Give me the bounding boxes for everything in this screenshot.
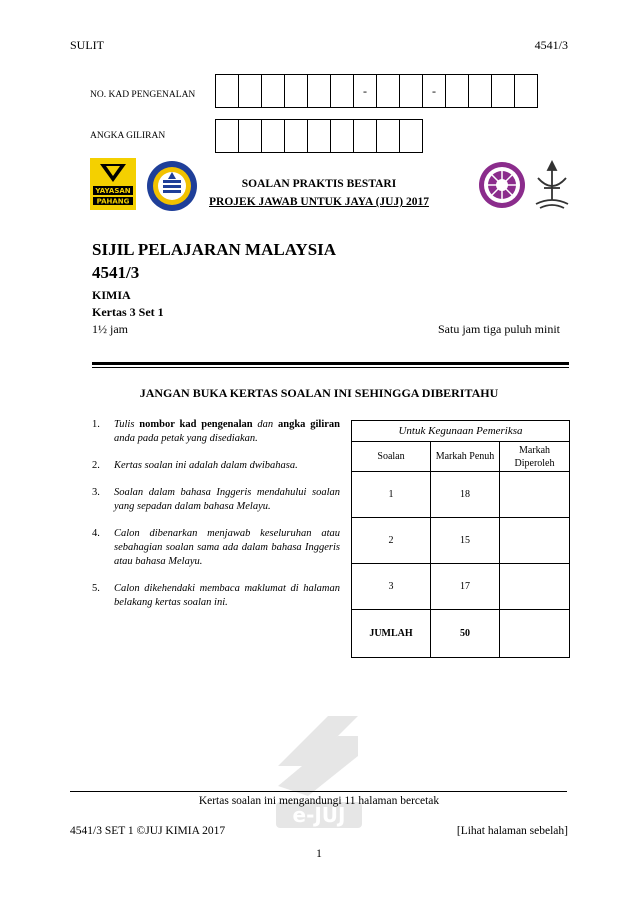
row-soalan: 3 bbox=[352, 564, 431, 610]
instruction-number: 5. bbox=[92, 583, 100, 594]
table-row bbox=[352, 518, 570, 564]
ic-digit-cell[interactable] bbox=[399, 74, 423, 108]
index-digit-cell[interactable] bbox=[307, 119, 331, 153]
header-sulit: SULIT bbox=[70, 38, 104, 52]
col-penuh: Markah Penuh bbox=[431, 442, 500, 472]
instruction-item bbox=[92, 486, 340, 514]
index-digit-cell[interactable] bbox=[353, 119, 377, 153]
exam-duration-words: Satu jam tiga puluh minit bbox=[438, 322, 560, 336]
index-digit-cell[interactable] bbox=[238, 119, 262, 153]
table-row bbox=[352, 472, 570, 518]
row-soalan: 1 bbox=[352, 472, 431, 518]
instruction-text: Calon dikehendaki membaca maklumat di halaman belakang kertas soalan ini. bbox=[114, 583, 340, 608]
instruction-item bbox=[92, 582, 340, 610]
row-diperoleh[interactable] bbox=[500, 518, 570, 564]
ic-digit-cell[interactable] bbox=[330, 74, 354, 108]
index-digit-cell[interactable] bbox=[376, 119, 400, 153]
index-digit-cell[interactable] bbox=[399, 119, 423, 153]
ic-digit-cell[interactable] bbox=[376, 74, 400, 108]
page-number: 1 bbox=[316, 848, 322, 860]
ic-digit-cell[interactable] bbox=[238, 74, 262, 108]
instruction-number: 3. bbox=[92, 487, 100, 498]
row-penuh: 18 bbox=[431, 472, 500, 518]
index-label: ANGKA GILIRAN bbox=[90, 131, 166, 141]
divider-thin bbox=[92, 367, 569, 368]
instruction-part: angka giliran bbox=[278, 419, 341, 430]
ic-digit-cell[interactable] bbox=[307, 74, 331, 108]
row-penuh: 15 bbox=[431, 518, 500, 564]
index-digit-cell[interactable] bbox=[215, 119, 239, 153]
exam-paper: Kertas 3 Set 1 bbox=[92, 305, 164, 319]
instruction-part: anda pada petak yang disediakan. bbox=[114, 433, 258, 444]
row-diperoleh[interactable] bbox=[500, 472, 570, 518]
index-digit-cell[interactable] bbox=[261, 119, 285, 153]
index-digit-cell[interactable] bbox=[330, 119, 354, 153]
total-diperoleh[interactable] bbox=[500, 610, 570, 658]
total-value: 50 bbox=[431, 610, 500, 658]
instruction-text bbox=[114, 418, 340, 446]
footer-pages-note: Kertas soalan ini mengandungi 11 halaman bercetak bbox=[198, 795, 440, 807]
ic-digit-cell[interactable] bbox=[468, 74, 492, 108]
ic-digit-cell[interactable]: - bbox=[422, 74, 446, 108]
divider-thick bbox=[92, 362, 569, 365]
program-line2: PROJEK JAWAB UNTUK JAYA (JUJ) 2017 bbox=[209, 196, 429, 208]
instruction-number: 2. bbox=[92, 460, 100, 471]
instruction-item bbox=[92, 418, 340, 446]
ic-digit-cell[interactable] bbox=[215, 74, 239, 108]
examiner-table-caption: Untuk Kegunaan Pemeriksa bbox=[352, 421, 570, 442]
instruction-part: dan bbox=[252, 419, 278, 430]
logo-text-1: YAYASAN bbox=[95, 187, 131, 195]
instruction-text: Soalan dalam bahasa Inggeris mendahului soalan yang sepadan dalam bahasa Melayu. bbox=[114, 487, 340, 512]
program-line1: SOALAN PRAKTIS BESTARI bbox=[241, 178, 397, 190]
instruction-number: 1. bbox=[92, 419, 100, 430]
ic-digit-cell[interactable]: - bbox=[353, 74, 377, 108]
row-penuh: 17 bbox=[431, 564, 500, 610]
footer-next-page: [Lihat halaman sebelah] bbox=[456, 825, 568, 837]
instruction-part: Tulis bbox=[114, 419, 140, 430]
warning-text: JANGAN BUKA KERTAS SOALAN INI SEHINGGA DIBERITAHU bbox=[139, 386, 499, 400]
footer-code: 4541/3 SET 1 ©JUJ KIMIA 2017 bbox=[70, 825, 226, 837]
row-diperoleh[interactable] bbox=[500, 564, 570, 610]
table-row bbox=[352, 564, 570, 610]
instruction-text: Calon dibenarkan menjawab keseluruhan atau sebahagian soalan sama ada dalam bahasa Inggeris atau bahasa Melayu. bbox=[114, 528, 340, 567]
total-label: JUMLAH bbox=[352, 610, 431, 658]
col-soalan: Soalan bbox=[352, 442, 431, 472]
instruction-text: Kertas soalan ini adalah dalam dwibahasa. bbox=[114, 460, 298, 471]
ic-digit-cell[interactable] bbox=[261, 74, 285, 108]
exam-subject: KIMIA bbox=[92, 288, 131, 302]
logo-text-2: PAHANG bbox=[96, 197, 130, 206]
header-code: 4541/3 bbox=[534, 38, 568, 52]
ic-digit-cell[interactable] bbox=[514, 74, 538, 108]
instruction-item bbox=[92, 459, 340, 473]
instructions-list bbox=[92, 418, 340, 623]
e-juj-watermark bbox=[268, 706, 368, 831]
instruction-item bbox=[92, 527, 340, 569]
ic-number-boxes[interactable] bbox=[216, 74, 538, 108]
index-number-boxes[interactable] bbox=[216, 119, 423, 153]
exam-title: SIJIL PELAJARAN MALAYSIA bbox=[92, 240, 337, 259]
instruction-part: nombor kad pengenalan bbox=[139, 419, 253, 430]
exam-duration: 1½ jam bbox=[92, 322, 128, 336]
ic-digit-cell[interactable] bbox=[491, 74, 515, 108]
ic-digit-cell[interactable] bbox=[445, 74, 469, 108]
row-soalan: 2 bbox=[352, 518, 431, 564]
instruction-number: 4. bbox=[92, 528, 100, 539]
ic-label: NO. KAD PENGENALAN bbox=[90, 90, 196, 100]
exam-code: 4541/3 bbox=[92, 263, 140, 282]
col-diperoleh: Markah Diperoleh bbox=[500, 442, 570, 472]
watermark-text: e-JUJ bbox=[292, 803, 346, 827]
examiner-table bbox=[351, 420, 570, 658]
table-total-row bbox=[352, 610, 570, 658]
ic-digit-cell[interactable] bbox=[284, 74, 308, 108]
footer-rule bbox=[70, 791, 567, 792]
index-digit-cell[interactable] bbox=[284, 119, 308, 153]
